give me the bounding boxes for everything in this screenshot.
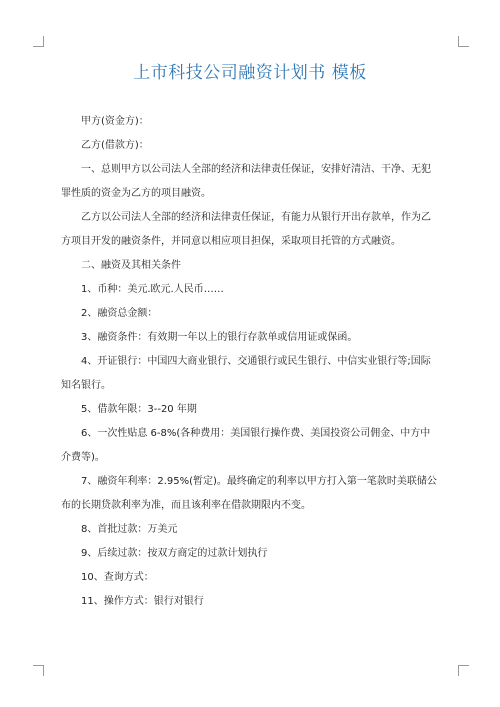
term-discount-line-1: 6、一次性贴息 6-8%(各种费用：美国银行操作费、美国投资公司佣金、中方中: [81, 428, 431, 439]
term-issuing-bank-line-2: 知名银行。: [61, 380, 111, 391]
term-interest-rate-line-1: 7、融资年利率：2.95%(暂定)。最终确定的利率以甲方打入第一笔款时美联储公: [81, 476, 437, 487]
crop-mark-top-right: [458, 36, 469, 47]
guarantee-clause-line-1: 乙方以公司法人全部的经济和法律责任保证，有能力从银行开出存款单，作为乙: [81, 212, 431, 223]
term-interest-rate-line-2: 布的长期贷款利率为准，而且该利率在借款期限内不变。: [61, 500, 311, 511]
party-b-line: 乙方(借款方)：: [81, 140, 149, 151]
term-issuing-bank-line-1: 4、开证银行：中国四大商业银行、交通银行或民生银行、中信实业银行等;国际: [81, 356, 431, 367]
term-operation-method: 11、操作方式：银行对银行: [81, 596, 204, 607]
general-clause-line-2: 罪性质的资金为乙方的项目融资。: [61, 188, 211, 199]
term-inquiry-method: 10、查询方式：: [81, 572, 154, 583]
document-title: 上市科技公司融资计划书 模板: [133, 63, 367, 83]
guarantee-clause-line-2: 方项目开发的融资条件，并同意以相应项目担保，采取项目托管的方式融资。: [61, 236, 401, 247]
term-total-amount: 2、融资总金额：: [81, 308, 158, 319]
section-heading-financing-terms: 二、融资及其相关条件: [81, 260, 181, 271]
crop-mark-top-left: [33, 36, 44, 47]
party-a-line: 甲方(资金方)：: [81, 116, 149, 127]
term-subsequent-payment: 9、后续过款：按双方商定的过款计划执行: [81, 548, 268, 559]
crop-mark-bottom-left: [33, 665, 44, 676]
document-body: [61, 110, 441, 614]
crop-mark-bottom-right: [458, 665, 469, 676]
term-discount-line-2: 介费等)。: [61, 452, 105, 463]
general-clause-line-1: 一、总则甲方以公司法人全部的经济和法律责任保证，安排好清洁、干净、无犯: [81, 164, 431, 175]
term-currency: 1、币种：美元.欧元.人民币……: [81, 284, 224, 295]
term-loan-period: 5、借款年限：3--20 年期: [81, 404, 197, 415]
term-conditions: 3、融资条件：有效期一年以上的银行存款单或信用证或保函。: [81, 332, 358, 343]
term-first-payment: 8、首批过款：万美元: [81, 524, 178, 535]
